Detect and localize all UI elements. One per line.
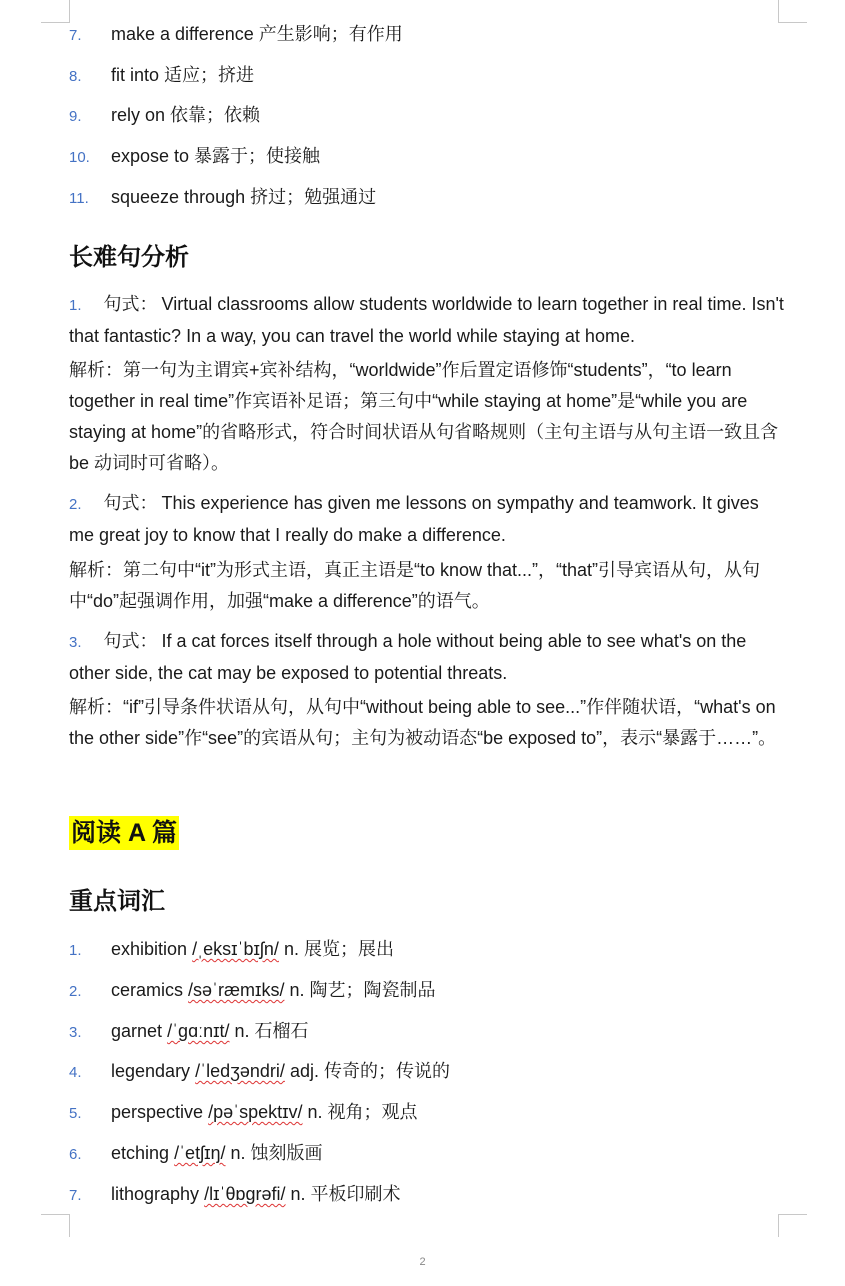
vocab-meaning: adj. 传奇的；传说的	[289, 1061, 450, 1081]
analysis-note-2: 解析：第二句中“it”为形式主语，真正主语是“to know that...”，“that”引导宾语从句，从句中“do”起强调作用，加强“make a difference”的语气。	[69, 560, 761, 611]
list-item	[69, 22, 403, 48]
list-text: expose to 暴露于；使接触	[111, 146, 321, 166]
vocab-item	[69, 1141, 323, 1167]
analysis-heading: 长难句分析	[69, 244, 189, 271]
page-number: 2	[419, 1256, 426, 1268]
vocab-item	[69, 1182, 401, 1208]
list-number: 11.	[69, 190, 89, 207]
list-number: 2.	[69, 983, 82, 1000]
list-number: 4.	[69, 1064, 82, 1081]
analysis-note-1: 解析：第一句为主谓宾+宾补结构，“worldwide”作后置定语修饰“students”，“to learn together in real time”作宾语补足语；第三句中“while staying at home”是“while you are staying at home”的省略形式，符合时间状语从句省略规则（主句主语与从句主语一致且含 be 动词时可省略）。	[69, 360, 779, 473]
vocab-meaning: n. 视角；观点	[307, 1102, 418, 1122]
list-item	[69, 63, 254, 89]
list-number: 8.	[69, 68, 82, 85]
crop-mark-top-right	[778, 0, 807, 23]
vocab-phonetic: /ˈetʃɪŋ/	[174, 1143, 226, 1163]
sentence-label: 句式：	[103, 493, 158, 513]
list-number: 3.	[69, 1024, 82, 1041]
vocab-meaning: n. 平板印刷术	[290, 1184, 401, 1204]
sentence-number: 3.	[69, 634, 82, 651]
vocab-word: legendary	[111, 1061, 191, 1081]
vocab-meaning: n. 陶艺；陶瓷制品	[289, 980, 436, 1000]
sentence-number: 2.	[69, 496, 82, 513]
vocab-item	[69, 937, 394, 963]
section-title-reading-a: 阅读 A 篇	[69, 816, 179, 850]
vocab-word: ceramics	[111, 980, 184, 1000]
sentence-text: This experience has given me lessons on sympathy and teamwork. It gives me great joy to know that I really do make a difference.	[69, 493, 759, 545]
sentence-label: 句式：	[103, 631, 158, 651]
vocab-phonetic: /ˈledʒəndri/	[195, 1061, 285, 1081]
vocab-word: exhibition	[111, 939, 188, 959]
analysis-sentence-2	[69, 488, 785, 550]
list-item	[69, 103, 260, 129]
analysis-sentence-3	[69, 626, 785, 688]
vocab-meaning: n. 展览；展出	[283, 939, 394, 959]
crop-mark-bottom-right	[778, 1214, 807, 1237]
list-number: 9.	[69, 108, 82, 125]
vocab-item	[69, 1059, 450, 1085]
list-text: make a difference 产生影响；有作用	[111, 24, 403, 44]
vocab-item	[69, 978, 435, 1004]
vocab-word: etching	[111, 1143, 170, 1163]
list-number: 7.	[69, 1187, 82, 1204]
list-number: 1.	[69, 942, 82, 959]
list-number: 10.	[69, 149, 90, 166]
list-number: 7.	[69, 27, 82, 44]
vocab-heading: 重点词汇	[69, 888, 165, 915]
vocab-item	[69, 1100, 418, 1126]
vocab-word: garnet	[111, 1021, 163, 1041]
vocab-word: lithography	[111, 1184, 200, 1204]
vocab-phonetic: /pəˈspektɪv/	[208, 1102, 303, 1122]
list-number: 6.	[69, 1146, 82, 1163]
vocab-phonetic: /ˌeksɪˈbɪʃn/	[192, 939, 279, 959]
sentence-text: Virtual classrooms allow students worldwide to learn together in real time. Isn't that fantastic? In a way, you can travel the world while staying at home.	[69, 294, 784, 346]
vocab-phonetic: /ˈɡɑːnɪt/	[167, 1021, 230, 1041]
crop-mark-bottom-left	[41, 1214, 70, 1237]
crop-mark-top-left	[41, 0, 70, 23]
list-text: fit into 适应；挤进	[111, 65, 255, 85]
list-item	[69, 144, 320, 170]
vocab-word: perspective	[111, 1102, 204, 1122]
vocab-meaning: n. 蚀刻版画	[230, 1143, 323, 1163]
vocab-phonetic: /lɪˈθɒɡrəfi/	[204, 1184, 286, 1204]
list-text: squeeze through 挤过；勉强通过	[111, 187, 377, 207]
vocab-meaning: n. 石榴石	[234, 1021, 309, 1041]
sentence-label: 句式：	[103, 294, 158, 314]
list-item	[69, 185, 376, 211]
vocab-item	[69, 1019, 309, 1045]
list-number: 5.	[69, 1105, 82, 1122]
vocab-phonetic: /səˈræmɪks/	[188, 980, 285, 1000]
list-text: rely on 依靠；依赖	[111, 105, 261, 125]
sentence-number: 1.	[69, 297, 82, 314]
sentence-text: If a cat forces itself through a hole without being able to see what's on the other side, the cat may be exposed to potential threats.	[69, 631, 747, 683]
analysis-note-3: 解析：“if”引导条件状语从句，从句中“without being able to see...”作伴随状语，“what's on the other side”作“see”的宾语从句；主句为被动语态“be exposed to”，表示“暴露于……”。	[69, 697, 777, 748]
analysis-sentence-1	[69, 289, 785, 351]
